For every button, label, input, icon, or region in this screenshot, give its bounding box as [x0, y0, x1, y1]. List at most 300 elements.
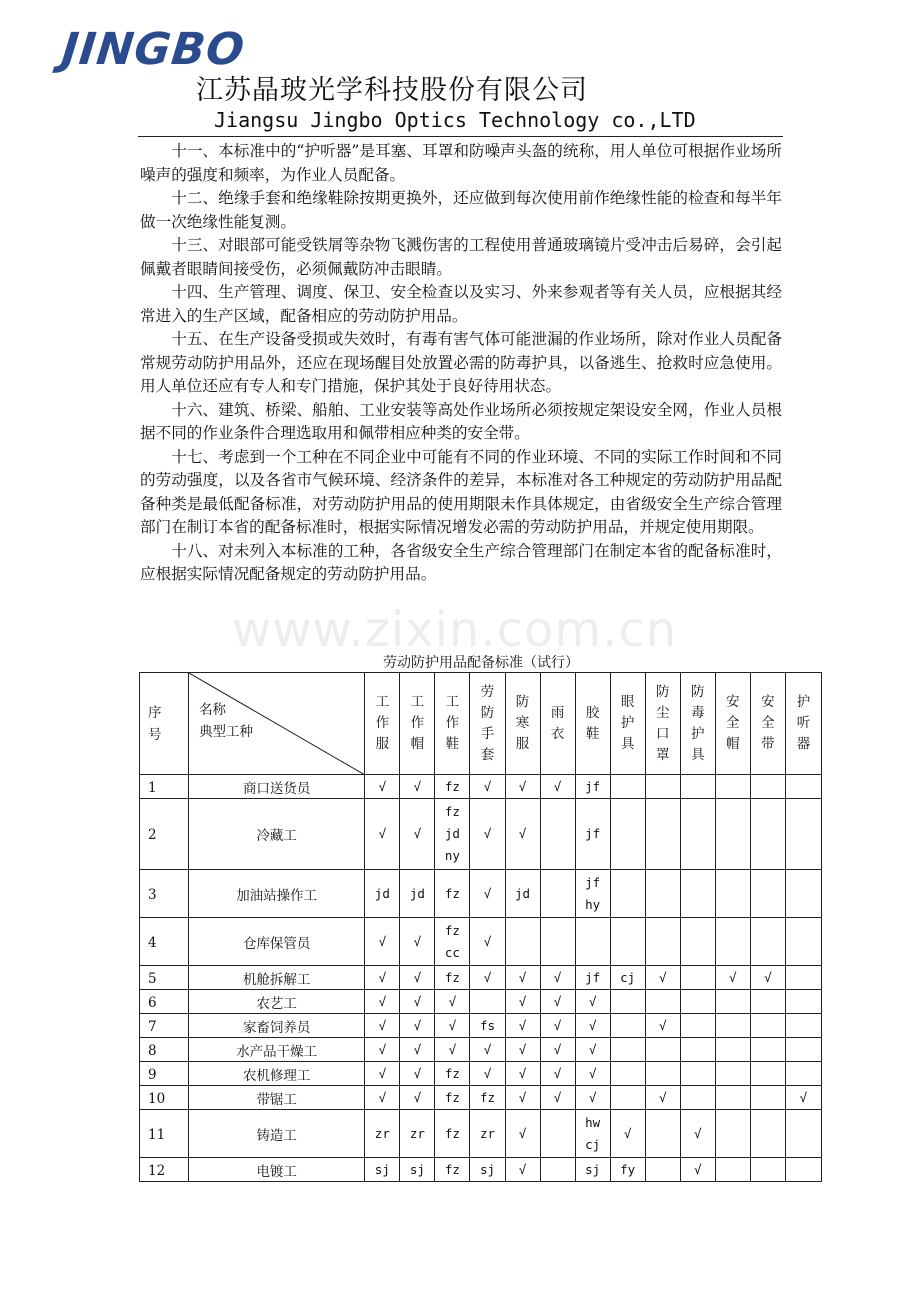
equipment-cell	[680, 966, 715, 990]
equipment-cell	[785, 918, 821, 966]
equipment-cell	[505, 966, 540, 990]
table-row	[140, 990, 822, 1014]
equipment-code: √	[448, 1017, 457, 1033]
equipment-cell	[750, 990, 785, 1014]
equipment-code: √	[588, 1017, 597, 1033]
equipment-cell	[610, 1158, 645, 1182]
equipment-cell	[645, 1014, 680, 1038]
row-number: 1	[140, 775, 189, 799]
job-type-name: 家畜饲养员	[189, 1014, 365, 1038]
equipment-code: √	[518, 993, 527, 1009]
equipment-code: √	[483, 1041, 492, 1057]
equipment-cell	[610, 1086, 645, 1110]
equipment-cell	[365, 1062, 400, 1086]
table-row	[140, 918, 822, 966]
job-type-name: 农艺工	[189, 990, 365, 1014]
equipment-code: √	[799, 1089, 808, 1105]
equipment-code: ny	[444, 848, 460, 863]
equipment-cell	[785, 1158, 821, 1182]
equipment-cell	[365, 870, 400, 918]
equipment-cell	[680, 990, 715, 1014]
equipment-cell	[785, 799, 821, 870]
equipment-code: √	[518, 969, 527, 985]
equipment-code: √	[588, 1065, 597, 1081]
column-header: 雨衣	[540, 673, 575, 775]
company-logo: JINGBO	[59, 24, 248, 75]
equipment-cell	[540, 1038, 575, 1062]
equipment-cell	[435, 966, 470, 990]
row-number: 3	[140, 870, 189, 918]
equipment-cell	[715, 1038, 750, 1062]
equipment-code: jd	[409, 885, 425, 901]
equipment-cell	[750, 775, 785, 799]
equipment-code: hw	[585, 1114, 601, 1130]
equipment-code: √	[448, 1041, 457, 1057]
table-row	[140, 1038, 822, 1062]
equipment-code: √	[518, 778, 527, 794]
equipment-cell	[540, 775, 575, 799]
equipment-cell	[505, 1062, 540, 1086]
equipment-code: √	[553, 993, 562, 1009]
equipment-cell	[400, 1062, 435, 1086]
equipment-code: fz	[444, 1161, 460, 1177]
equipment-cell	[470, 870, 505, 918]
equipment-cell	[365, 990, 400, 1014]
equipment-cell	[715, 918, 750, 966]
equipment-code: jd	[444, 826, 460, 841]
table-row	[140, 1086, 822, 1110]
equipment-cell	[575, 966, 610, 990]
table-row	[140, 1110, 822, 1158]
column-header: 工作鞋	[435, 673, 470, 775]
equipment-cell	[785, 1086, 821, 1110]
equipment-code: fz	[444, 1065, 460, 1081]
equipment-cell	[540, 966, 575, 990]
equipment-cell	[365, 918, 400, 966]
equipment-cell	[645, 990, 680, 1014]
equipment-cell	[575, 1038, 610, 1062]
row-number: 12	[140, 1158, 189, 1182]
equipment-cell	[435, 918, 470, 966]
equipment-cell	[715, 1110, 750, 1158]
company-name-english: Jiangsu Jingbo Optics Technology co.,LTD	[214, 108, 696, 132]
equipment-cell	[750, 1062, 785, 1086]
equipment-cell	[505, 1038, 540, 1062]
equipment-code: √	[483, 969, 492, 985]
equipment-code: √	[658, 1089, 667, 1105]
equipment-code: fz	[444, 922, 460, 938]
equipment-cell	[400, 799, 435, 870]
equipment-cell	[400, 990, 435, 1014]
equipment-cell	[435, 1014, 470, 1038]
equipment-cell	[365, 1086, 400, 1110]
equipment-cell	[435, 870, 470, 918]
equipment-cell	[505, 918, 540, 966]
job-type-name: 带锯工	[189, 1086, 365, 1110]
table-row	[140, 966, 822, 990]
paragraph-13: 十三、对眼部可能受铁屑等杂物飞溅伤害的工程使用普通玻璃镜片受冲击后易碎，会引起佩戴者眼睛间接受伤，必须佩戴防冲击眼睛。	[140, 236, 782, 278]
column-header: 安全帽	[715, 673, 750, 775]
ppe-standard-table	[139, 672, 822, 1182]
equipment-cell	[750, 1158, 785, 1182]
row-number: 7	[140, 1014, 189, 1038]
equipment-cell	[645, 966, 680, 990]
equipment-cell	[400, 1038, 435, 1062]
equipment-cell	[505, 1110, 540, 1158]
job-type-name: 铸造工	[189, 1110, 365, 1158]
row-number: 11	[140, 1110, 189, 1158]
equipment-code: √	[483, 826, 492, 841]
equipment-cell	[505, 1086, 540, 1110]
equipment-cell	[470, 799, 505, 870]
equipment-code: √	[483, 885, 492, 901]
equipment-cell	[365, 1014, 400, 1038]
equipment-cell	[365, 775, 400, 799]
equipment-cell	[750, 1038, 785, 1062]
name-header-label: 名称	[199, 702, 227, 718]
equipment-cell	[680, 870, 715, 918]
table-title: 劳动防护用品配备标准（试行）	[383, 655, 579, 671]
equipment-code: √	[588, 1041, 597, 1057]
equipment-cell	[400, 966, 435, 990]
equipment-code: fz	[444, 778, 460, 794]
equipment-code: √	[378, 993, 387, 1009]
equipment-code: √	[413, 1017, 422, 1033]
job-type-header-label: 典型工种	[199, 724, 254, 740]
equipment-cell	[575, 799, 610, 870]
equipment-code: √	[413, 1089, 422, 1105]
equipment-code: cj	[585, 1136, 601, 1152]
equipment-cell	[645, 1038, 680, 1062]
equipment-code: sj	[585, 1161, 601, 1177]
equipment-cell	[715, 799, 750, 870]
company-name-chinese: 江苏晶玻光学科技股份有限公司	[196, 75, 588, 106]
equipment-cell	[505, 1158, 540, 1182]
equipment-cell	[470, 918, 505, 966]
equipment-code: √	[378, 1041, 387, 1057]
equipment-cell	[505, 799, 540, 870]
table-row	[140, 1158, 822, 1182]
equipment-code: √	[378, 933, 387, 949]
column-header: 眼护具	[610, 673, 645, 775]
equipment-cell	[435, 1062, 470, 1086]
equipment-code: fz	[444, 1125, 460, 1141]
equipment-cell	[575, 990, 610, 1014]
equipment-code: fz	[479, 1089, 495, 1105]
equipment-cell	[365, 799, 400, 870]
equipment-code: √	[413, 993, 422, 1009]
table-row	[140, 775, 822, 799]
equipment-code: √	[764, 969, 772, 985]
equipment-cell	[540, 1014, 575, 1038]
equipment-code: √	[518, 1065, 527, 1081]
equipment-cell	[575, 1062, 610, 1086]
equipment-cell	[575, 1110, 610, 1158]
column-header: 防毒护具	[680, 673, 715, 775]
job-type-name: 电镀工	[189, 1158, 365, 1182]
equipment-cell	[365, 966, 400, 990]
equipment-cell	[505, 870, 540, 918]
equipment-code: √	[553, 1017, 562, 1033]
row-number: 4	[140, 918, 189, 966]
equipment-code: √	[378, 826, 387, 841]
equipment-cell	[750, 918, 785, 966]
equipment-cell	[540, 870, 575, 918]
equipment-cell	[435, 1158, 470, 1182]
equipment-code: fz	[444, 1089, 460, 1105]
equipment-code: √	[378, 1065, 387, 1081]
equipment-code: sj	[479, 1161, 495, 1177]
equipment-cell	[680, 918, 715, 966]
equipment-cell	[715, 966, 750, 990]
equipment-cell	[680, 1086, 715, 1110]
equipment-cell	[645, 918, 680, 966]
equipment-cell	[400, 918, 435, 966]
equipment-code: √	[553, 1065, 562, 1081]
job-type-name: 冷藏工	[189, 799, 365, 870]
equipment-cell	[610, 1014, 645, 1038]
equipment-cell	[470, 1014, 505, 1038]
column-header: 工作服	[365, 673, 400, 775]
equipment-cell	[645, 1086, 680, 1110]
equipment-cell	[715, 1158, 750, 1182]
column-header: 防尘口罩	[645, 673, 680, 775]
equipment-code: sj	[374, 1161, 390, 1177]
job-type-name: 仓库保管员	[189, 918, 365, 966]
equipment-cell	[680, 1110, 715, 1158]
job-type-name: 机舱拆解工	[189, 966, 365, 990]
column-header: 胶鞋	[575, 673, 610, 775]
equipment-cell	[470, 990, 505, 1014]
equipment-cell	[400, 775, 435, 799]
equipment-cell	[505, 990, 540, 1014]
equipment-code: jf	[585, 969, 601, 985]
equipment-cell	[645, 799, 680, 870]
equipment-code: √	[518, 1161, 527, 1177]
equipment-cell	[365, 1038, 400, 1062]
equipment-cell	[575, 870, 610, 918]
equipment-cell	[470, 1062, 505, 1086]
equipment-cell	[610, 918, 645, 966]
equipment-cell	[715, 990, 750, 1014]
equipment-cell	[400, 1014, 435, 1038]
equipment-cell	[680, 799, 715, 870]
equipment-cell	[575, 1014, 610, 1038]
equipment-cell	[365, 1110, 400, 1158]
equipment-cell	[575, 918, 610, 966]
equipment-code: √	[413, 826, 422, 841]
equipment-cell	[680, 775, 715, 799]
equipment-cell	[505, 775, 540, 799]
equipment-cell	[470, 775, 505, 799]
job-type-name: 农机修理工	[189, 1062, 365, 1086]
equipment-code: √	[553, 1041, 562, 1057]
equipment-code: zr	[409, 1125, 425, 1141]
equipment-cell	[400, 1110, 435, 1158]
paragraph-14: 十四、生产管理、调度、保卫、安全检查以及实习、外来参观者等有关人员，应根据其经常进入的生产区域，配备相应的劳动防护用品。	[140, 283, 782, 325]
equipment-cell	[470, 1086, 505, 1110]
equipment-cell	[540, 918, 575, 966]
equipment-cell	[610, 1062, 645, 1086]
equipment-code: √	[588, 1089, 597, 1105]
equipment-cell	[400, 1086, 435, 1110]
equipment-cell	[750, 799, 785, 870]
equipment-code: hy	[585, 896, 601, 912]
equipment-cell	[435, 799, 470, 870]
equipment-cell	[540, 1086, 575, 1110]
equipment-code: √	[378, 1089, 387, 1105]
document-body	[140, 140, 782, 587]
equipment-cell	[540, 990, 575, 1014]
equipment-code: sj	[409, 1161, 425, 1177]
equipment-code: zr	[374, 1125, 390, 1141]
equipment-cell	[610, 1110, 645, 1158]
equipment-code: fz	[444, 885, 460, 901]
equipment-code: √	[623, 1125, 632, 1141]
equipment-cell	[785, 775, 821, 799]
equipment-cell	[645, 1158, 680, 1182]
equipment-code: √	[553, 1089, 562, 1105]
table-row	[140, 870, 822, 918]
equipment-cell	[645, 1110, 680, 1158]
table-row	[140, 1014, 822, 1038]
equipment-cell	[470, 966, 505, 990]
equipment-code: fz	[444, 969, 460, 985]
equipment-code: √	[413, 933, 422, 949]
equipment-cell	[540, 1062, 575, 1086]
equipment-code: fy	[620, 1161, 636, 1177]
equipment-code: √	[413, 778, 422, 794]
equipment-cell	[435, 990, 470, 1014]
column-header: 安全带	[750, 673, 785, 775]
table-row	[140, 799, 822, 870]
equipment-code: fs	[479, 1017, 495, 1033]
equipment-cell	[400, 870, 435, 918]
equipment-code: √	[658, 1017, 667, 1033]
watermark: www.zixin.com.cn	[232, 602, 678, 658]
equipment-cell	[575, 1086, 610, 1110]
equipment-cell	[435, 775, 470, 799]
paragraph-11: 十一、本标准中的“护听器”是耳塞、耳罩和防噪声头盔的统称，用人单位可根据作业场所噪声的强度和频率，为作业人员配备。	[140, 142, 782, 184]
paragraph-17: 十七、考虑到一个工种在不同企业中可能有不同的作业环境、不同的实际工作时间和不同的劳动强度，以及各省市气候环境、经济条件的差异，本标准对各工种规定的劳动防护用品配备种类是最低配备标准，对劳动防护用品的使用期限未作具体规定，由省级安全生产综合管理部门在制订本省的配备标准时，根据实际情况增发必需的劳动防护用品，并规定使用期限。	[140, 447, 782, 536]
header-divider	[138, 136, 783, 137]
job-type-name: 商口送货员	[189, 775, 365, 799]
equipment-cell	[785, 870, 821, 918]
equipment-cell	[435, 1086, 470, 1110]
equipment-code: zr	[479, 1125, 495, 1141]
equipment-cell	[680, 1038, 715, 1062]
equipment-code: √	[518, 1017, 527, 1033]
row-number: 2	[140, 799, 189, 870]
equipment-cell	[785, 1038, 821, 1062]
equipment-code: √	[413, 969, 422, 985]
table-header-row	[140, 673, 822, 775]
equipment-code: jf	[585, 826, 601, 841]
paragraph-15: 十五、在生产设备受损或失效时，有毒有害气体可能泄漏的作业场所，除对作业人员配备常规劳动防护用品外，还应在现场醒目处放置必需的防毒护具，以备逃生、抢救时应急使用。用人单位还应有专人和专门措施，保护其处于良好待用状态。	[140, 330, 782, 395]
equipment-cell	[575, 775, 610, 799]
equipment-cell	[470, 1158, 505, 1182]
equipment-code: √	[378, 969, 387, 985]
equipment-code: √	[553, 778, 562, 794]
equipment-cell	[750, 1110, 785, 1158]
equipment-cell	[750, 1014, 785, 1038]
equipment-cell	[540, 1110, 575, 1158]
column-header: 工作帽	[400, 673, 435, 775]
equipment-cell	[435, 1110, 470, 1158]
equipment-cell	[715, 870, 750, 918]
equipment-code: √	[658, 969, 667, 985]
equipment-code: jf	[585, 778, 601, 794]
equipment-code: √	[518, 1041, 527, 1057]
equipment-code: fz	[444, 804, 460, 819]
equipment-code: jd	[514, 885, 531, 901]
equipment-code: cj	[620, 969, 636, 985]
equipment-cell	[785, 966, 821, 990]
equipment-cell	[610, 775, 645, 799]
equipment-code: √	[729, 969, 737, 985]
equipment-code: √	[413, 1041, 422, 1057]
equipment-cell	[610, 1038, 645, 1062]
equipment-cell	[750, 870, 785, 918]
equipment-code: cc	[444, 944, 460, 960]
equipment-cell	[785, 990, 821, 1014]
equipment-cell	[715, 1014, 750, 1038]
equipment-code: √	[448, 993, 457, 1009]
row-number: 9	[140, 1062, 189, 1086]
equipment-cell	[645, 1062, 680, 1086]
equipment-cell	[610, 990, 645, 1014]
row-number: 5	[140, 966, 189, 990]
equipment-cell	[785, 1062, 821, 1086]
equipment-cell	[575, 1158, 610, 1182]
equipment-code: √	[378, 1017, 387, 1033]
equipment-code: √	[483, 1065, 492, 1081]
equipment-cell	[470, 1038, 505, 1062]
equipment-cell	[505, 1014, 540, 1038]
equipment-cell	[785, 1014, 821, 1038]
equipment-cell	[610, 799, 645, 870]
equipment-code: jf	[585, 874, 601, 890]
equipment-code: √	[483, 778, 492, 794]
name-header	[189, 673, 365, 775]
column-header: 护听器	[785, 673, 821, 775]
equipment-cell	[470, 1110, 505, 1158]
equipment-cell	[435, 1038, 470, 1062]
equipment-code: √	[693, 1161, 702, 1177]
equipment-cell	[610, 870, 645, 918]
equipment-cell	[680, 1014, 715, 1038]
paragraph-18: 十八、对未列入本标准的工种，各省级安全生产综合管理部门在制定本省的配备标准时，应根据实际情况配备规定的劳动防护用品。	[140, 541, 782, 583]
seq-header: 序号	[140, 673, 189, 775]
equipment-cell	[680, 1062, 715, 1086]
equipment-code: √	[588, 993, 597, 1009]
equipment-code: √	[413, 1065, 422, 1081]
equipment-cell	[750, 966, 785, 990]
job-type-name: 加油站操作工	[189, 870, 365, 918]
column-header: 劳防手套	[470, 673, 505, 775]
equipment-cell	[715, 1062, 750, 1086]
equipment-cell	[365, 1158, 400, 1182]
equipment-cell	[400, 1158, 435, 1182]
equipment-cell	[715, 1086, 750, 1110]
equipment-cell	[540, 1158, 575, 1182]
table-row	[140, 1062, 822, 1086]
equipment-cell	[540, 799, 575, 870]
equipment-cell	[680, 1158, 715, 1182]
equipment-code: √	[518, 1089, 527, 1105]
row-number: 10	[140, 1086, 189, 1110]
job-type-name: 水产品干燥工	[189, 1038, 365, 1062]
